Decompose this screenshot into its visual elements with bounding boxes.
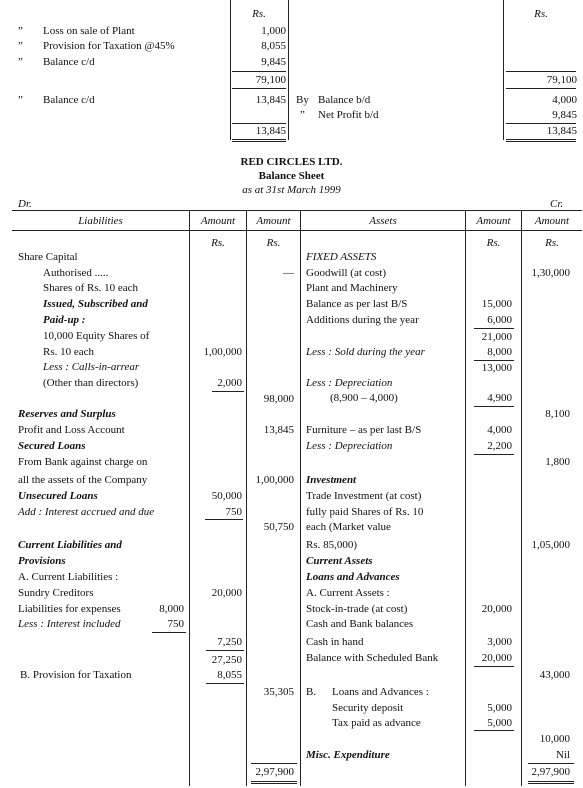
asset-item: Cash and Bank balances	[306, 618, 414, 630]
share-capital-heading: Share Capital	[18, 251, 78, 263]
secured-heading: Secured Loans	[18, 440, 86, 452]
asset-item: Furniture – as per last B/S	[306, 424, 422, 436]
amount: 2,000	[217, 377, 242, 389]
particular: Balance c/d	[43, 56, 95, 68]
amount: 13,845	[263, 424, 294, 436]
asset-item: B.	[306, 686, 317, 698]
rs-label: Rs.	[545, 237, 559, 249]
misc-expenditure-heading: Misc. Expenditure	[306, 749, 390, 761]
liability-item: Liabilities for expenses	[18, 603, 121, 615]
amount: 1,05,000	[531, 539, 570, 551]
amount: 750	[167, 618, 184, 630]
amount: 1,000	[261, 25, 286, 37]
amount: 20,000	[211, 587, 242, 599]
subtotal: 13,000	[481, 362, 512, 374]
ditto-mark: ”	[18, 25, 23, 37]
liability-item: Less : Interest included	[18, 618, 121, 630]
cr-label: Cr.	[550, 198, 564, 210]
liability-subheading: Issued, Subscribed and	[43, 298, 148, 310]
subtotal: 98,000	[263, 393, 294, 405]
current-assets-heading: Current Assets	[306, 555, 373, 567]
amount: 6,000	[487, 314, 512, 326]
particular: Net Profit b/d	[318, 109, 379, 121]
liability-item: From Bank against charge on	[18, 456, 148, 468]
amount: 2,200	[487, 440, 512, 452]
asset-item: fully paid Shares of Rs. 10	[306, 506, 424, 518]
grand-total: 2,97,900	[531, 766, 570, 778]
grand-total: 2,97,900	[255, 766, 294, 778]
col-header-rs: Rs.	[252, 8, 266, 20]
liability-item: Add : Interest accrued and due	[18, 506, 155, 518]
amount: 8,000	[159, 603, 184, 615]
amount: 1,00,000	[255, 474, 294, 486]
liability-item: B. Provision for Taxation	[20, 669, 132, 681]
amount: 15,000	[481, 298, 512, 310]
particular: Loss on sale of Plant	[43, 25, 135, 37]
subtotal: 8,100	[545, 408, 570, 420]
amount: 20,000	[481, 603, 512, 615]
liability-item: all the assets of the Company	[18, 474, 148, 486]
subtotal: 50,750	[263, 521, 294, 533]
amount: 50,000	[211, 490, 242, 502]
header-liabilities: Liabilities	[78, 215, 123, 227]
particular: Balance c/d	[43, 94, 95, 106]
amount: 9,845	[552, 109, 577, 121]
amount: 7,250	[217, 636, 242, 648]
provisions-heading: Provisions	[18, 555, 66, 567]
loans-advances-heading: Loans and Advances	[306, 571, 400, 583]
asset-item: Trade Investment (at cost)	[306, 490, 422, 502]
asset-item: Balance with Scheduled Bank	[306, 652, 439, 664]
header-amount: Amount	[200, 215, 236, 227]
as-at-date: as at 31st March 1999	[242, 184, 341, 196]
ditto-mark: ”	[18, 56, 23, 68]
amount: 8,055	[217, 669, 242, 681]
particular: Provision for Taxation @45%	[43, 40, 175, 52]
amount: Nil	[555, 749, 570, 761]
amount: 4,900	[487, 392, 512, 404]
amount: 4,000	[552, 94, 577, 106]
asset-item: A. Current Assets :	[306, 587, 390, 599]
asset-item: Plant and Machinery	[306, 282, 398, 294]
amount: 8,000	[487, 346, 512, 358]
asset-item: Loans and Advances :	[332, 686, 429, 698]
header-amount: Amount	[534, 215, 570, 227]
asset-item: Cash in hand	[306, 636, 364, 648]
rs-label: Rs.	[266, 237, 281, 249]
fixed-assets-heading: FIXED ASSETS	[306, 251, 377, 263]
liability-item: Profit and Loss Account	[18, 424, 125, 436]
total: 13,845	[546, 125, 577, 137]
ditto-mark: ”	[18, 40, 23, 52]
amount: 3,000	[487, 636, 512, 648]
ditto-mark: ”	[300, 109, 305, 121]
amount: 750	[225, 506, 242, 518]
particular: Balance b/d	[318, 94, 371, 106]
subtotal: 35,305	[263, 686, 294, 698]
header-amount: Amount	[256, 215, 291, 227]
amount: —	[283, 267, 294, 279]
dr-label: Dr.	[18, 198, 32, 210]
asset-item: Goodwill (at cost)	[306, 267, 387, 279]
prefix: By	[296, 94, 309, 106]
asset-item: Additions during the year	[306, 314, 419, 326]
rs-label: Rs.	[211, 237, 225, 249]
total: 13,845	[255, 125, 286, 137]
asset-item: Stock-in-trade (at cost)	[306, 603, 408, 615]
amount: 13,845	[255, 94, 286, 106]
total: 79,100	[255, 74, 286, 86]
subtotal: 43,000	[539, 669, 570, 681]
amount: 9,845	[261, 56, 286, 68]
asset-item: Balance as per last B/S	[306, 298, 408, 310]
liability-item: 10,000 Equity Shares of	[43, 330, 150, 342]
subtotal: 27,250	[211, 654, 242, 666]
liability-item: Shares of Rs. 10 each	[43, 282, 139, 294]
col-header-rs: Rs.	[534, 8, 548, 20]
ditto-mark: ”	[18, 94, 23, 106]
liability-item: Sundry Creditors	[18, 587, 94, 599]
sheet-title: Balance Sheet	[258, 170, 325, 182]
liability-item: (Other than directors)	[43, 377, 139, 389]
investment-heading: Investment	[306, 474, 357, 486]
subtotal: 10,000	[539, 733, 570, 745]
amount: 1,00,000	[203, 346, 242, 358]
amount: 5,000	[487, 717, 512, 729]
asset-item: each (Market value	[306, 521, 391, 533]
liability-subheading: Paid-up :	[43, 314, 86, 326]
rs-label: Rs.	[486, 237, 501, 249]
header-assets: Assets	[369, 215, 397, 227]
asset-item: Less : Sold during the year	[306, 346, 425, 358]
amount: 1,30,000	[531, 267, 570, 279]
subtotal: 1,800	[545, 456, 570, 468]
total: 79,100	[546, 74, 577, 86]
asset-item: (8,900 – 4,000)	[330, 392, 398, 404]
asset-item: Tax paid as advance	[332, 717, 421, 729]
liability-item: A. Current Liabilities :	[18, 571, 119, 583]
header-amount: Amount	[476, 215, 511, 227]
amount: 8,055	[261, 40, 286, 52]
amount: 20,000	[481, 652, 512, 664]
amount: 4,000	[487, 424, 512, 436]
asset-item: Less : Depreciation	[306, 377, 393, 389]
unsecured-heading: Unsecured Loans	[18, 490, 98, 502]
asset-item: Less : Depreciation	[306, 440, 393, 452]
reserves-heading: Reserves and Surplus	[18, 408, 116, 420]
asset-item: Rs. 85,000)	[306, 539, 358, 551]
current-liab-heading: Current Liabilities and	[18, 539, 122, 551]
subtotal: 21,000	[481, 331, 512, 343]
liability-item: Less : Calls-in-arrear	[43, 361, 140, 373]
company-name: RED CIRCLES LTD.	[240, 156, 343, 168]
asset-item: Security deposit	[332, 702, 404, 714]
liability-item: Rs. 10 each	[43, 346, 95, 358]
amount: 5,000	[487, 702, 512, 714]
liability-item: Authorised .....	[43, 267, 109, 279]
